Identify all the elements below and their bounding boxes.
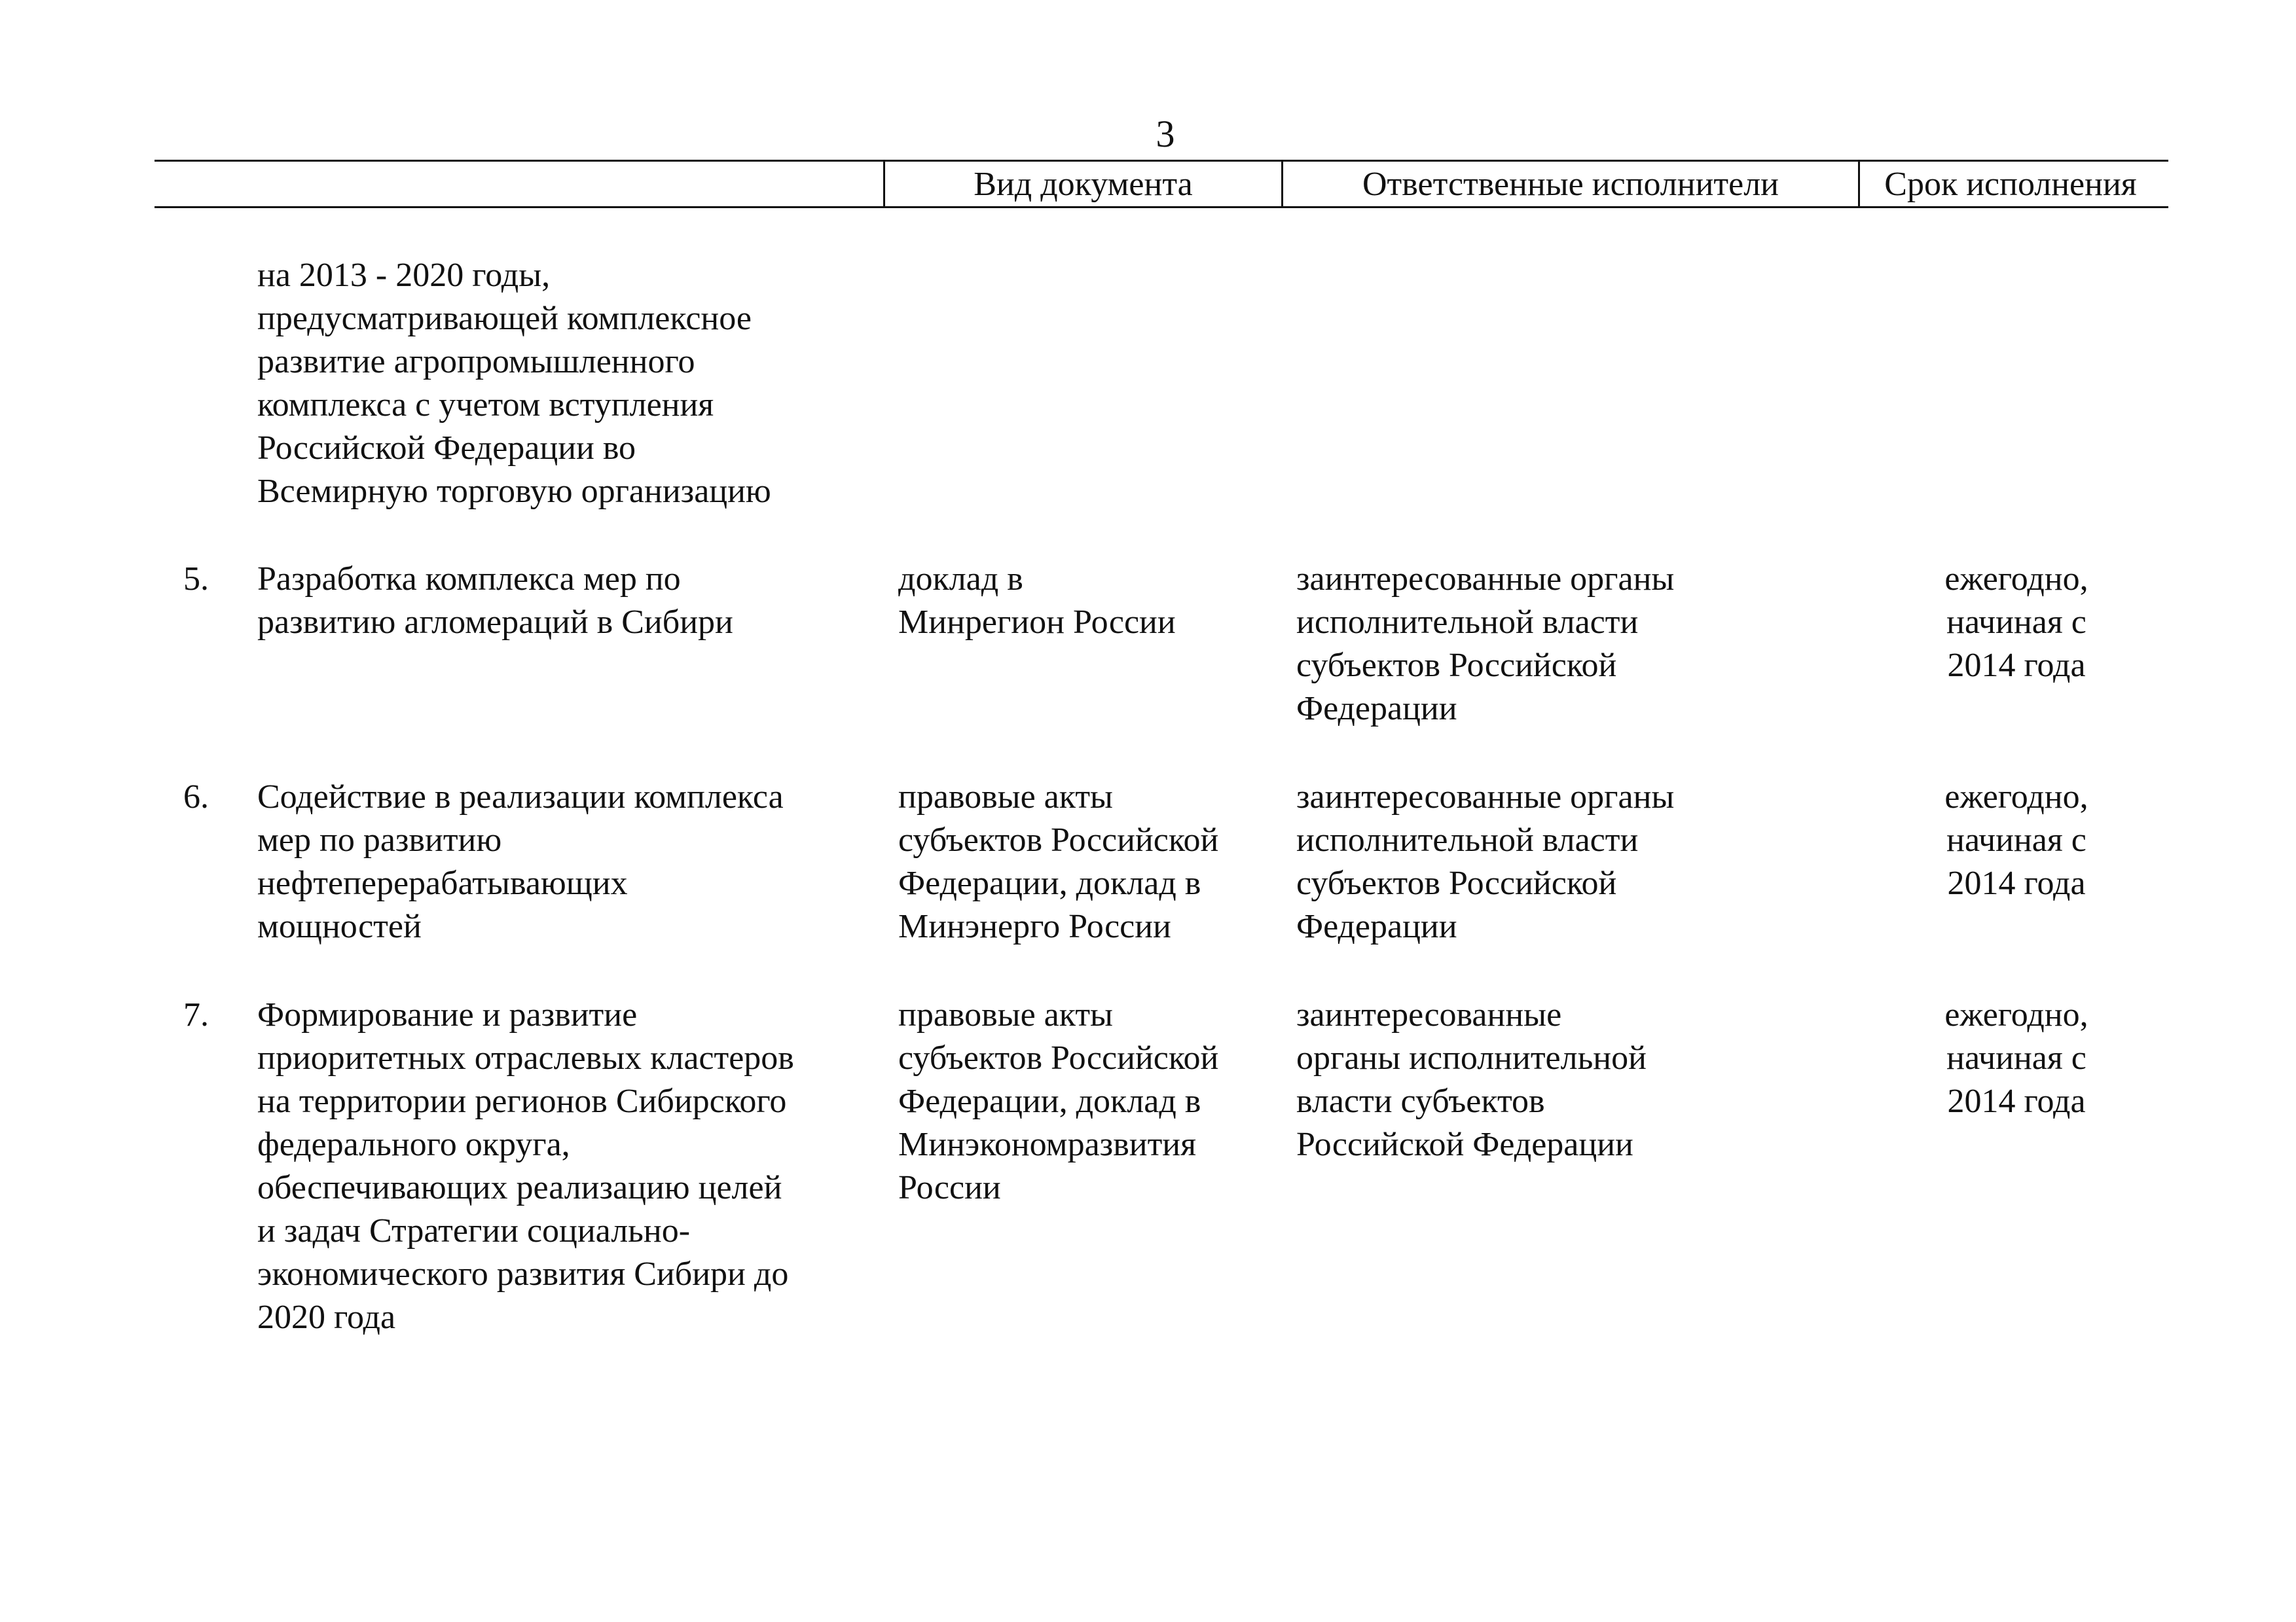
row-title: Содействие в реализации комплекса мер по развитию нефтеперерабатывающих мощностей [257, 778, 784, 945]
row-doc-type: правовые акты субъектов Российской Федерации, доклад в Минэнерго России [898, 778, 1219, 945]
row-doc-type: правовые акты субъектов Российской Федерации, доклад в Минэкономразвития России [898, 996, 1219, 1206]
continuation-text: на 2013 - 2020 годы, предусматривающей комплексное развитие агропромышленного комплекса с учетом вступления Российской Федерации во Всемирную торговую организацию [257, 257, 771, 510]
row-title: Разработка комплекса мер по развитию агломераций в Сибири [257, 560, 733, 641]
page-number: 3 [1156, 113, 1175, 155]
header-top-rule [155, 160, 2168, 162]
row-deadline: ежегодно, начиная с 2014 года [1944, 996, 2088, 1120]
header-doc-type: Вид документа [974, 166, 1193, 203]
row-executors: заинтересованные органы исполнительной власти субъектов Российской Федерации [1296, 778, 1675, 945]
header-executors: Ответственные исполнители [1362, 166, 1779, 203]
row-number: 5. [183, 560, 209, 598]
row-doc-type: доклад в Минрегион России [898, 560, 1176, 641]
row-executors: заинтересованные органы исполнительной власти субъектов Российской Федерации [1296, 560, 1675, 727]
row-number: 7. [183, 996, 209, 1034]
row-number: 6. [183, 778, 209, 816]
row-executors: заинтересованные органы исполнительной власти субъектов Российской Федерации [1296, 996, 1647, 1163]
header-bottom-rule [155, 206, 2168, 208]
row-title: Формирование и развитие приоритетных отраслевых кластеров на территории регионов Сибирского федерального округа, обеспечивающих реализацию целей и задач Стратегии социально- экономического развития Сибири до 2020 года [257, 996, 794, 1336]
row-deadline: ежегодно, начиная с 2014 года [1944, 560, 2088, 684]
row-deadline: ежегодно, начиная с 2014 года [1944, 778, 2088, 902]
header-deadline: Срок исполнения [1884, 166, 2137, 203]
